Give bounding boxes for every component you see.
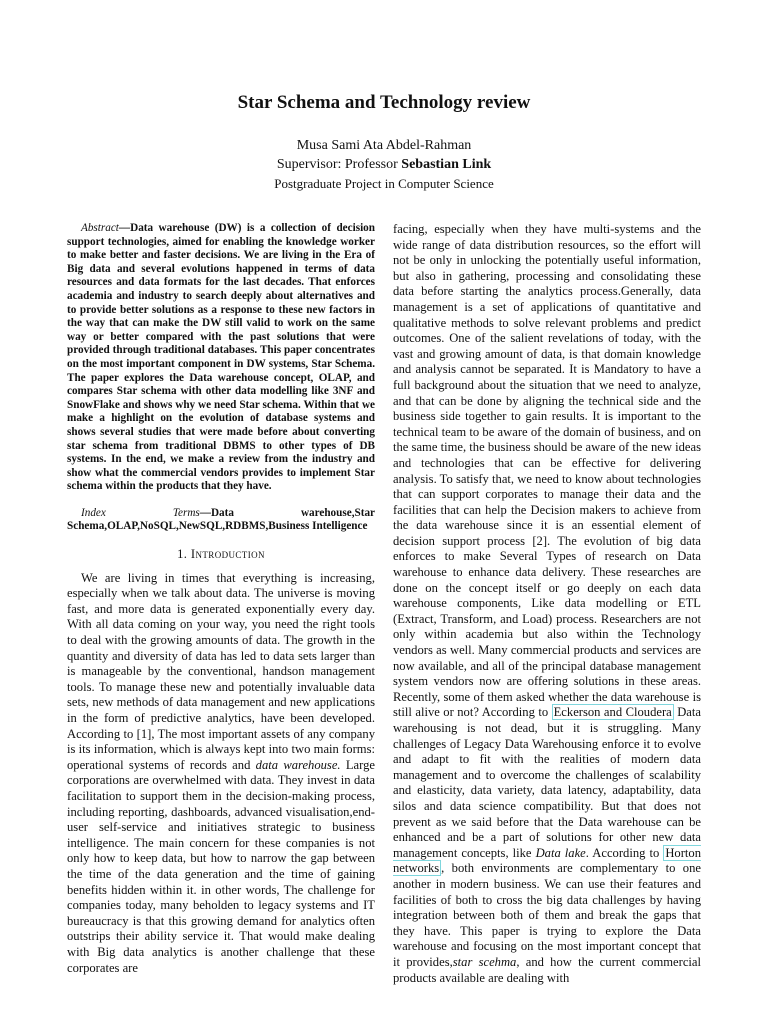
index-terms-text: Data warehouse,Star Schema,OLAP,NoSQL,NewSQL,RDBMS,Business Intelligence	[67, 506, 375, 533]
section-heading-introduction	[67, 547, 375, 563]
intro-paragraph	[67, 571, 375, 976]
right-text-1: facing, especially when they have multi-systems and the wide range of data distribution resources, so the effort will not be only in unlocking the potentially useful information, but also in gathering, processing and consolidating these data before starting the analytics process.Generally, data management is a set of applications of quantitative and qualitative methods to solve relevant problems and predict outcomes. One of the salient revelations of today, with the vast and growing amount of data, is that domain knowledge and analysis cannot be separated. It is Mandatory to have a full background about the situation that we need to analyze, and that can be done by aligning the technical side and the business side together to gain results. It is important to the technical team to be aware of the domain of business, and on the same time, the business should be aware of the new ideas and technologies that can be effective for delivering analysis. To satisfy that, we need to know about technologies that can support corporates to manage their data and the facilities that can help the Decision makers to achieve from the data warehouse since it is an essential element of decision support process [2]. The evolution of big data enforces to make Several Types of research on Data warehouse to enhance data delivery. These researches are done on the concept itself or go deeply on each data warehouse components, Like data modelling or ETL (Extract, Transform, and Load) process. Researchers are not only within academia but also within the Technology vendors as well. Many commercial products and services are now available, and all of the principal database management system vendors now are offering solutions in these areas. Recently, some of them asked whether the data warehouse is still alive or not? According to	[393, 222, 701, 720]
supervisor-prefix: Supervisor: Professor	[276, 157, 402, 172]
index-terms-label: Index Terms	[81, 506, 200, 519]
affiliation: Postgraduate Project in Computer Science	[274, 176, 494, 191]
supervisor-name: Sebastian Link	[401, 157, 492, 172]
abstract-text: Data warehouse (DW) is a collection of decision support technologies, aimed for enabling the knowledge worker to make better and faster decisions. We are living in the Era of Big data and several evolutions happened in terms of data resources and data formats for the last decades. That enforces academia and industry to search deeply about alternatives and to provide better solutions as a response to these new factors in the way that can make the DW still valid to work on the same way or better compared with the past solutions that were provided through traditional databases. This paper concentrates on the most important component in DW systems, Star Schema. The paper explores the Data warehouse concept, OLAP, and compares Star schema with other data modelling like 3NF and SnowFlake and shows why we need Star schema. Within that we make a highlight on the evolution of database systems and shows several studies that were made before about converting star schema from traditional DBMS to other types of DB systems. In the end, we make a review from the industry and show what the commercial vendors provides to implement Star schema within the products that they have.	[67, 222, 375, 493]
right-text-2: Data warehousing is not dead, but it is struggling. Many challenges of Legacy Data Warehousing enforce it to evolve and adapt to fit with the realities of modern data management and to overcome the challenges of scalability and elasticity, data variety, data latency, adaptability, data silos and data science compatibility. But that does not prevent as we said before that the Data warehouse can be enhanced and be a part of solutions for other new data management concepts, like	[393, 705, 701, 860]
section-number: 1.	[177, 547, 188, 562]
abstract-dash: —	[118, 222, 131, 234]
paper-title: Star Schema and Technology review	[237, 92, 531, 113]
author-block	[0, 136, 768, 193]
link-eckerson-cloudera[interactable]: Eckerson and Cloudera	[553, 705, 672, 720]
intro-italic-term: data warehouse.	[255, 757, 341, 772]
intro-text-1: We are living in times that everything is increasing, especially when we talk about data. The universe is moving fast, and more data is generated exponentially every day. With all data coming on your way, you need the right tools to deal with the growing amounts of data. The growth in the quantity and diversity of data has led to data sets larger than is manageable by the conventional, handson management tools. To manage these new and potentially invaluable data sets, new methods of data management and new applications in the form of predictive analytics, have been developed. According to [1], The most important assets of any company is its information, which is always kept into two main forms: operational systems of records and	[67, 570, 375, 772]
index-terms-dash: —	[199, 506, 211, 519]
right-text-5: , and how the current commercial products available are dealing with	[393, 954, 702, 985]
right-italic-star-schema: star scehma	[452, 954, 517, 969]
index-terms	[67, 507, 375, 534]
right-text-4: , both environments are complementary to one another in modern business. We can use their features and facilities of both to cross the big data challenges by having integration between both of them and break the gaps that they have. This paper is trying to explore the Data warehouse and focusing on the most important concept that it provides,	[393, 861, 701, 969]
section-title: Introduction	[190, 547, 265, 562]
right-column	[393, 222, 701, 986]
abstract	[67, 222, 375, 494]
right-italic-data-lake: Data lake	[535, 845, 586, 860]
left-column	[67, 222, 375, 976]
right-paragraph	[393, 222, 701, 986]
intro-text-2: Large corporations are overwhelmed with data. They invest in data facilitation to support them in the decision-making process, including reporting, dashboards, advanced visualisation,end-user self-service and initiatives strategic to business intelligence. The main concern for these companies is not only how to keep data, but how to narrow the gap between the time of the data generation and the time of gaining benefits hidden within it. in other words, The challenge for companies today, many beholden to legacy systems and IT bureaucracy is that this growing demand for analytics often outstrips their ability service it. That would make dealing with Big data analytics is another challenge that these corporates are	[67, 757, 375, 975]
supervisor-line	[0, 155, 768, 174]
author-name: Musa Sami Ata Abdel-Rahman	[296, 138, 472, 153]
link-horton-networks[interactable]: Horton networks	[393, 845, 701, 876]
right-text-3: . According to	[585, 845, 664, 860]
abstract-label: Abstract	[81, 222, 119, 234]
